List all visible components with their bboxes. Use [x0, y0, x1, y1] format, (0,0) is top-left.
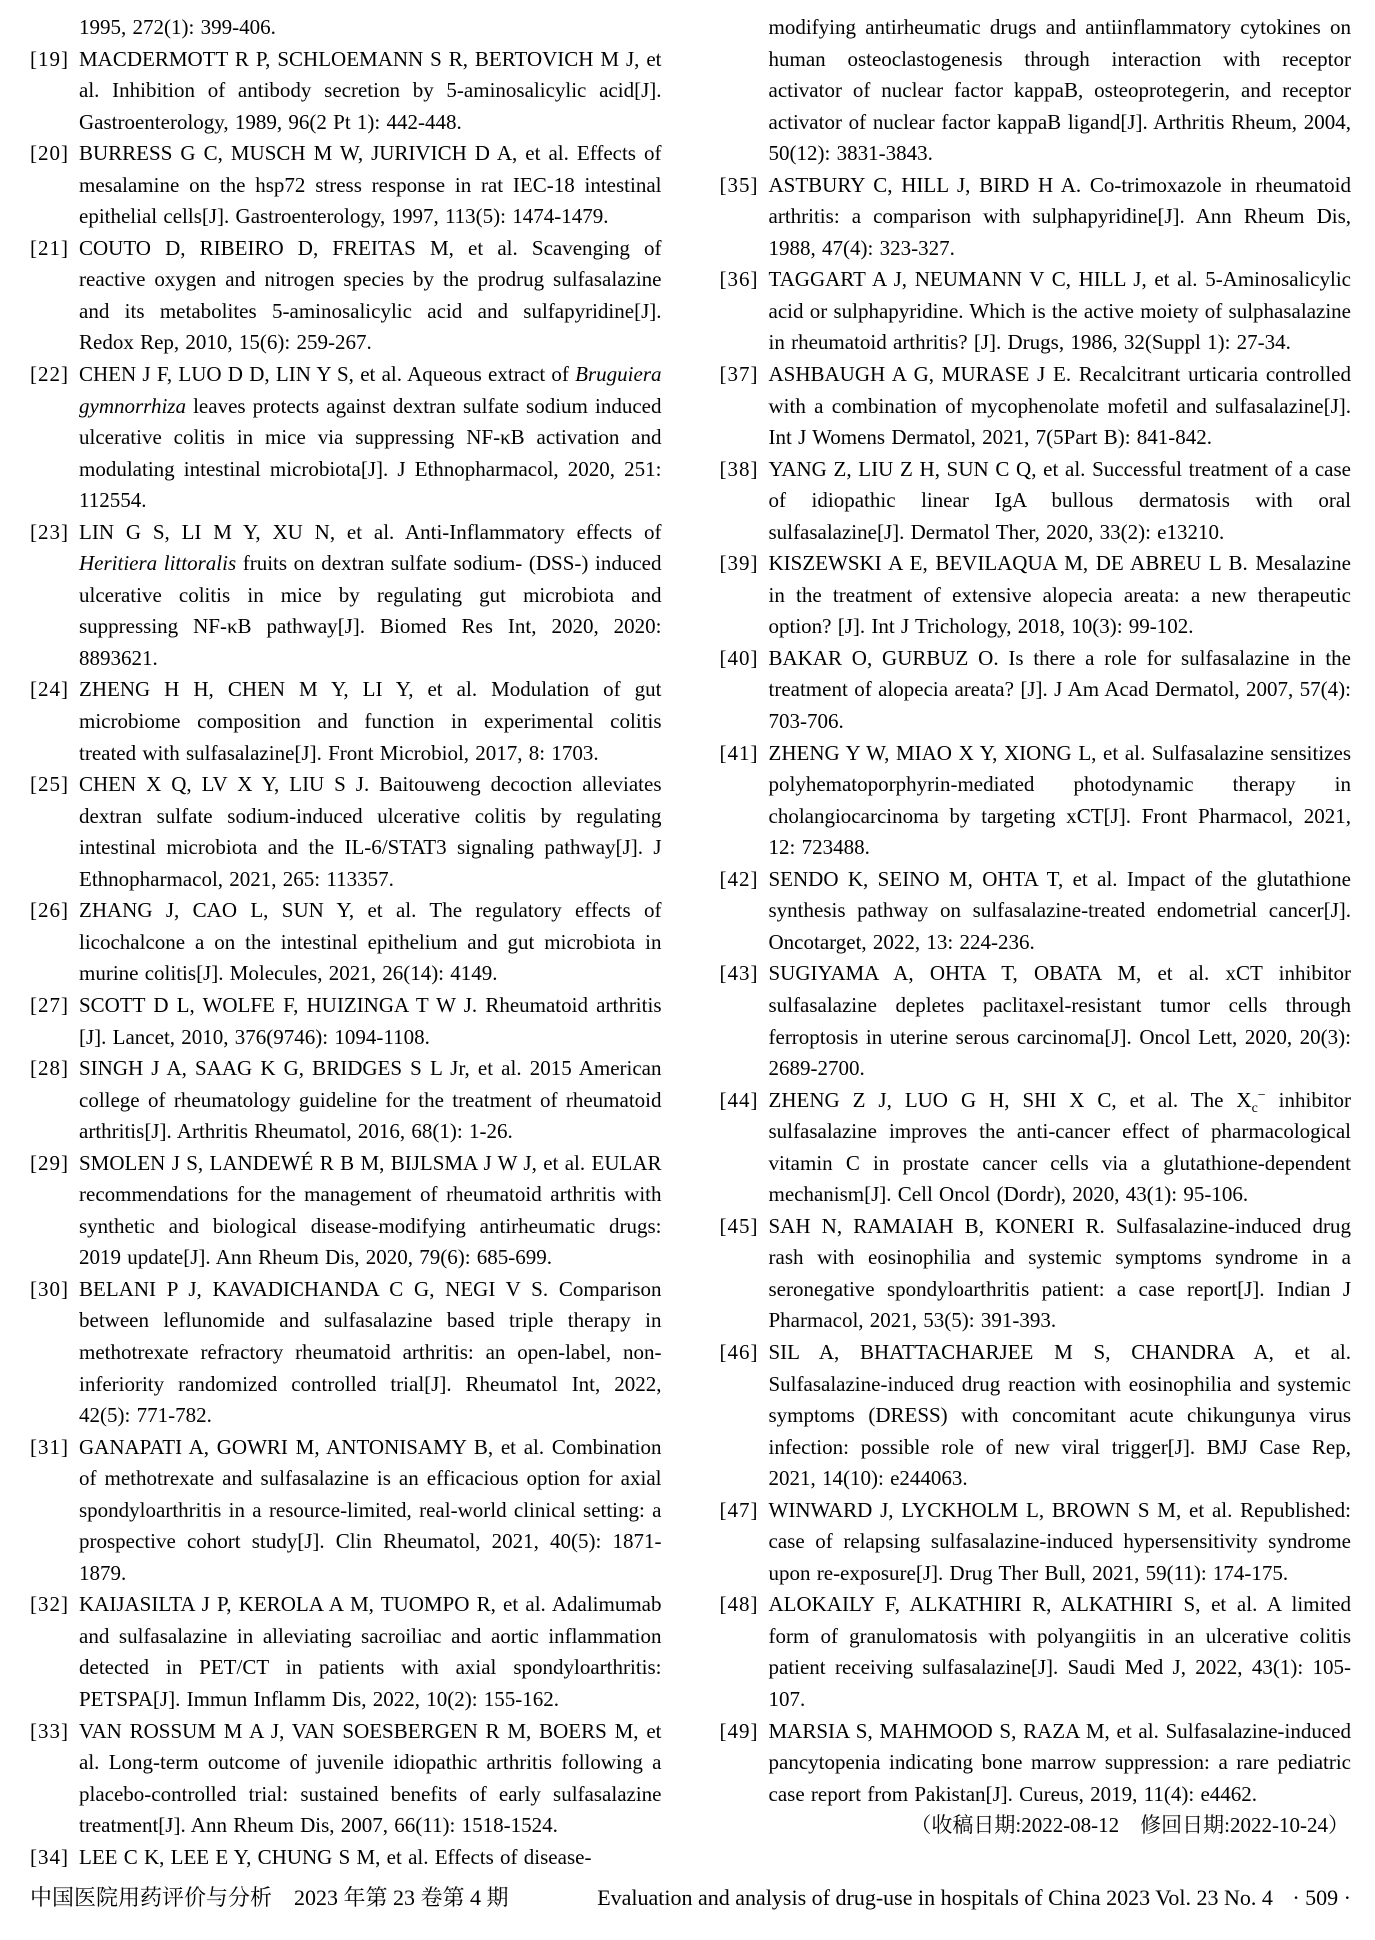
reference-text: VAN ROSSUM M A J, VAN SOESBERGEN R M, BOERS M, et al. Long-term outcome of juvenile idiopathic arthritis following a placebo-controlled trial: sustained benefits of early sulfasalazine treatment[J]. Ann Rheum Dis, 2007, 66(11): 1518-1524.: [79, 1718, 662, 1838]
reference-item: [720, 1211, 1352, 1337]
left-reference-list: [30, 12, 662, 1873]
reference-number: [43]: [719, 961, 759, 986]
reference-number: [28]: [30, 1056, 69, 1081]
footer-right-group: [597, 1885, 1351, 1911]
reference-text: COUTO D, RIBEIRO D, FREITAS M, et al. Scavenging of reactive oxygen and nitrogen species by the prodrug sulfasalazine and its metabolites 5-aminosalicylic acid and sulfapyridine[J]. Redox Rep, 2010, 15(6): 259-267.: [79, 235, 662, 355]
reference-item: [720, 12, 1352, 170]
reference-item: [30, 1148, 662, 1274]
page-footer: [30, 1881, 1351, 1912]
reference-text: BURRESS G C, MUSCH M W, JURIVICH D A, et al. Effects of mesalamine on the hsp72 stress response in rat IEC-18 intestinal epithelial cells[J]. Gastroenterology, 1997, 113(5): 1474-1479.: [79, 141, 662, 229]
reference-item: [30, 12, 662, 44]
reference-number: [38]: [719, 456, 759, 481]
reference-item: [720, 1337, 1352, 1495]
reference-item: [30, 517, 662, 675]
right-reference-list: [720, 12, 1352, 1810]
reference-number: [33]: [30, 1718, 69, 1743]
reference-text: MACDERMOTT R P, SCHLOEMANN S R, BERTOVICH M J, et al. Inhibition of antibody secretion by 5-aminosalicylic acid[J]. Gastroenterology, 1989, 96(2 Pt 1): 442-448.: [79, 46, 662, 134]
reference-item: [30, 895, 662, 990]
reference-item: [30, 1274, 662, 1432]
reference-item: [30, 359, 662, 517]
reference-text: modifying antirheumatic drugs and antiinflammatory cytokines on human osteoclastogenesis through interaction with receptor activator of nuclear factor kappaB, osteoprotegerin, and receptor activator of nuclear factor kappaB ligand[J]. Arthritis Rheum, 2004, 50(12): 3831-3843.: [768, 15, 1351, 166]
reference-number: [32]: [30, 1592, 69, 1617]
reference-number: [37]: [719, 362, 759, 387]
reference-text: SCOTT D L, WOLFE F, HUIZINGA T W J. Rheumatoid arthritis [J]. Lancet, 2010, 376(9746): 1094-1108.: [79, 992, 662, 1049]
reference-number: [44]: [719, 1087, 759, 1112]
reference-item: [720, 548, 1352, 643]
reference-text: ZHANG J, CAO L, SUN Y, et al. The regulatory effects of licochalcone a on the intestinal epithelium and gut microbiota in murine colitis[J]. Molecules, 2021, 26(14): 4149.: [79, 898, 662, 986]
reference-item: [30, 1842, 662, 1874]
left-column: [30, 12, 662, 1873]
reference-text: SENDO K, SEINO M, OHTA T, et al. Impact of the glutathione synthesis pathway on sulfasalazine-treated endometrial cancer[J]. Oncotarget, 2022, 13: 224-236.: [768, 866, 1351, 954]
reference-number: [47]: [719, 1497, 759, 1522]
reference-text: SAH N, RAMAIAH B, KONERI R. Sulfasalazine-induced drug rash with eosinophilia and systemic symptoms syndrome in a seronegative spondyloarthritis patient: a case report[J]. Indian J Pharmacol, 2021, 53(5): 391-393.: [768, 1213, 1351, 1333]
reference-text: ZHENG Y W, MIAO X Y, XIONG L, et al. Sulfasalazine sensitizes polyhematoporphyrin-mediated photodynamic therapy in cholangiocarcinoma by targeting xCT[J]. Front Pharmacol, 2021, 12: 723488.: [768, 740, 1351, 860]
reference-item: [30, 233, 662, 359]
reference-number: [36]: [719, 267, 759, 292]
reference-item: [30, 1432, 662, 1590]
reference-text: YANG Z, LIU Z H, SUN C Q, et al. Successful treatment of a case of idiopathic linear IgA bullous dermatosis with oral sulfasalazine[J]. Dermatol Ther, 2020, 33(2): e13210.: [768, 456, 1351, 544]
reference-text: CHEN X Q, LV X Y, LIU S J. Baitouweng decoction alleviates dextran sulfate sodium-induced ulcerative colitis by regulating intestinal microbiota and the IL-6/STAT3 signaling pathway[J]. J Ethnopharmacol, 2021, 265: 113357.: [79, 772, 662, 891]
reference-item: [30, 44, 662, 139]
reference-text: BAKAR O, GURBUZ O. Is there a role for sulfasalazine in the treatment of alopecia areata? [J]. J Am Acad Dermatol, 2007, 57(4): 703-706.: [768, 645, 1351, 734]
reference-item: [720, 1716, 1352, 1811]
reference-number: [39]: [719, 551, 759, 576]
reference-text: SIL A, BHATTACHARJEE M S, CHANDRA A, et al. Sulfasalazine-induced drug reaction with eosinophilia and systemic symptoms (DRESS) with concomitant acute chikungunya virus infection: possible role of new viral trigger[J]. BMJ Case Rep, 2021, 14(10): e244063.: [768, 1339, 1351, 1491]
reference-number: [40]: [719, 645, 759, 670]
reference-text: SMOLEN J S, LANDEWÉ R B M, BIJLSMA J W J, et al. EULAR recommendations for the management of rheumatoid arthritis with synthetic and biological disease-modifying antirheumatic drugs: 2019 update[J]. Ann Rheum Dis, 2020, 79(6): 685-699.: [79, 1150, 662, 1270]
reference-number: [46]: [719, 1339, 759, 1364]
reference-number: [29]: [30, 1150, 69, 1175]
reference-number: [41]: [719, 740, 759, 765]
reference-item: [720, 170, 1352, 265]
reference-number: [31]: [30, 1434, 69, 1459]
reference-item: [720, 958, 1352, 1084]
reference-text: ALOKAILY F, ALKATHIRI R, ALKATHIRI S, et al. A limited form of granulomatosis with polyangiitis in an ulcerative colitis patient receiving sulfasalazine[J]. Saudi Med J, 2022, 43(1): 105-107.: [768, 1592, 1351, 1711]
reference-text: BELANI P J, KAVADICHANDA C G, NEGI V S. Comparison between leflunomide and sulfasalazine based triple therapy in methotrexate refractory rheumatoid arthritis: an open-label, non-inferiority randomized controlled trial[J]. Rheumatol Int, 2022, 42(5): 771-782.: [79, 1276, 662, 1428]
reference-text: LIN G S, LI M Y, XU N, et al. Anti-Inflammatory effects of Heritiera littoralis fruits on dextran sulfate sodium- (DSS-) induced ulcerative colitis in mice by regulating gut microbiota and suppressing NF-κB pathway[J]. Biomed Res Int, 2020, 2020: 8893621.: [79, 519, 662, 670]
reference-number: [24]: [30, 677, 69, 702]
reference-text: KISZEWSKI A E, BEVILAQUA M, DE ABREU L B. Mesalazine in the treatment of extensive alopecia areata: a new therapeutic option? [J]. Int J Trichology, 2018, 10(3): 99-102.: [768, 551, 1351, 639]
reference-item: [30, 1716, 662, 1842]
reference-text: ASHBAUGH A G, MURASE J E. Recalcitrant urticaria controlled with a combination of mycophenolate mofetil and sulfasalazine[J]. Int J Womens Dermatol, 2021, 7(5Part B): 841-842.: [768, 362, 1351, 450]
reference-number: [49]: [719, 1718, 759, 1743]
reference-item: [30, 138, 662, 233]
received-revised-dates: （收稿日期:2022-08-12 修回日期:2022-10-24）: [910, 1813, 1349, 1838]
reference-text: SINGH J A, SAAG K G, BRIDGES S L Jr, et al. 2015 American college of rheumatology guideline for the treatment of rheumatoid arthritis[J]. Arthritis Rheumatol, 2016, 68(1): 1-26.: [79, 1056, 662, 1144]
reference-item: [30, 990, 662, 1053]
reference-text: GANAPATI A, GOWRI M, ANTONISAMY B, et al. Combination of methotrexate and sulfasalazine is an efficacious option for axial spondyloarthritis in a resource-limited, real-world clinical setting: a prospective cohort study[J]. Clin Rheumatol, 2021, 40(5): 1871-1879.: [79, 1434, 662, 1585]
reference-number: [27]: [30, 992, 69, 1017]
reference-number: [42]: [719, 866, 759, 891]
reference-text: LEE C K, LEE E Y, CHUNG S M, et al. Effects of disease-: [79, 1844, 592, 1869]
reference-number: [23]: [30, 519, 69, 544]
reference-text: MARSIA S, MAHMOOD S, RAZA M, et al. Sulfasalazine-induced pancytopenia indicating bone marrow suppression: a rare pediatric case report from Pakistan[J]. Cureus, 2019, 11(4): e4462.: [768, 1718, 1351, 1806]
reference-number: [22]: [30, 362, 69, 387]
reference-number: [30]: [30, 1276, 69, 1301]
right-column: [720, 12, 1352, 1873]
reference-item: [720, 864, 1352, 959]
reference-item: [720, 1589, 1352, 1715]
reference-text: CHEN J F, LUO D D, LIN Y S, et al. Aqueous extract of Bruguiera gymnorrhiza leaves protects against dextran sulfate sodium induced ulcerative colitis in mice via suppressing NF-κB activation and modulating intestinal microbiota[J]. J Ethnopharmacol, 2020, 251: 112554.: [79, 362, 662, 513]
reference-text: ZHENG Z J, LUO G H, SHI X C, et al. The $X_c^-$ inhibitor sulfasalazine improves the anti-cancer effect of pharmacological vitamin C in prostate cancer cells via a glutathione-dependent mechanism[J]. Cell Oncol (Dordr), 2020, 43(1): 95-106.: [768, 1087, 1351, 1207]
footer-journal-title-en: Evaluation and analysis of drug-use in hospitals of China 2023 Vol. 23 No. 4: [597, 1885, 1273, 1910]
reference-item: [30, 1589, 662, 1715]
reference-item: [30, 769, 662, 895]
reference-item: [720, 454, 1352, 549]
reference-text: ASTBURY C, HILL J, BIRD H A. Co-trimoxazole in rheumatoid arthritis: a comparison with sulphapyridine[J]. Ann Rheum Dis, 1988, 47(4): 323-327.: [768, 172, 1351, 260]
reference-text: TAGGART A J, NEUMANN V C, HILL J, et al. 5-Aminosalicylic acid or sulphapyridine. Which is the active moiety of sulphasalazine in rheumatoid arthritis? [J]. Drugs, 1986, 32(Suppl 1): 27-34.: [768, 267, 1351, 355]
reference-item: [720, 359, 1352, 454]
footer-page-number: · 509 ·: [1292, 1885, 1351, 1910]
reference-item: [720, 643, 1352, 738]
reference-text: SUGIYAMA A, OHTA T, OBATA M, et al. xCT inhibitor sulfasalazine depletes paclitaxel-resistant tumor cells through ferroptosis in uterine serous carcinoma[J]. Oncol Lett, 2020, 20(3): 2689-2700.: [768, 961, 1351, 1081]
reference-number: [19]: [30, 46, 69, 71]
reference-text: ZHENG H H, CHEN M Y, LI Y, et al. Modulation of gut microbiome composition and function in experimental colitis treated with sulfasalazine[J]. Front Microbiol, 2017, 8: 1703.: [79, 677, 662, 765]
footer-journal-title-cn: 中国医院用药评价与分析 2023 年第 23 卷第 4 期: [30, 1885, 509, 1910]
reference-item: [720, 738, 1352, 864]
reference-number: [45]: [719, 1213, 759, 1238]
reference-text: KAIJASILTA J P, KEROLA A M, TUOMPO R, et al. Adalimumab and sulfasalazine in alleviating sacroiliac and aortic inflammation detected in PET/CT in patients with axial spondyloarthritis: PETSPA[J]. Immun Inflamm Dis, 2022, 10(2): 155-162.: [79, 1592, 662, 1711]
reference-item: [30, 674, 662, 769]
reference-number: [21]: [30, 235, 69, 260]
reference-number: [34]: [30, 1844, 69, 1869]
reference-number: [35]: [719, 172, 759, 197]
reference-item: [720, 1085, 1352, 1211]
reference-item: [720, 264, 1352, 359]
reference-number: [20]: [30, 141, 69, 166]
reference-number: [26]: [30, 898, 69, 923]
reference-text: WINWARD J, LYCKHOLM L, BROWN S M, et al. Republished: case of relapsing sulfasalazine-induced hypersensitivity syndrome upon re-exposure[J]. Drug Ther Bull, 2021, 59(11): 174-175.: [768, 1497, 1351, 1585]
reference-number: [25]: [30, 772, 69, 797]
reference-item: [30, 1053, 662, 1148]
reference-text: 1995, 272(1): 399-406.: [79, 15, 276, 39]
reference-item: [720, 1495, 1352, 1590]
reference-number: [48]: [719, 1592, 759, 1617]
